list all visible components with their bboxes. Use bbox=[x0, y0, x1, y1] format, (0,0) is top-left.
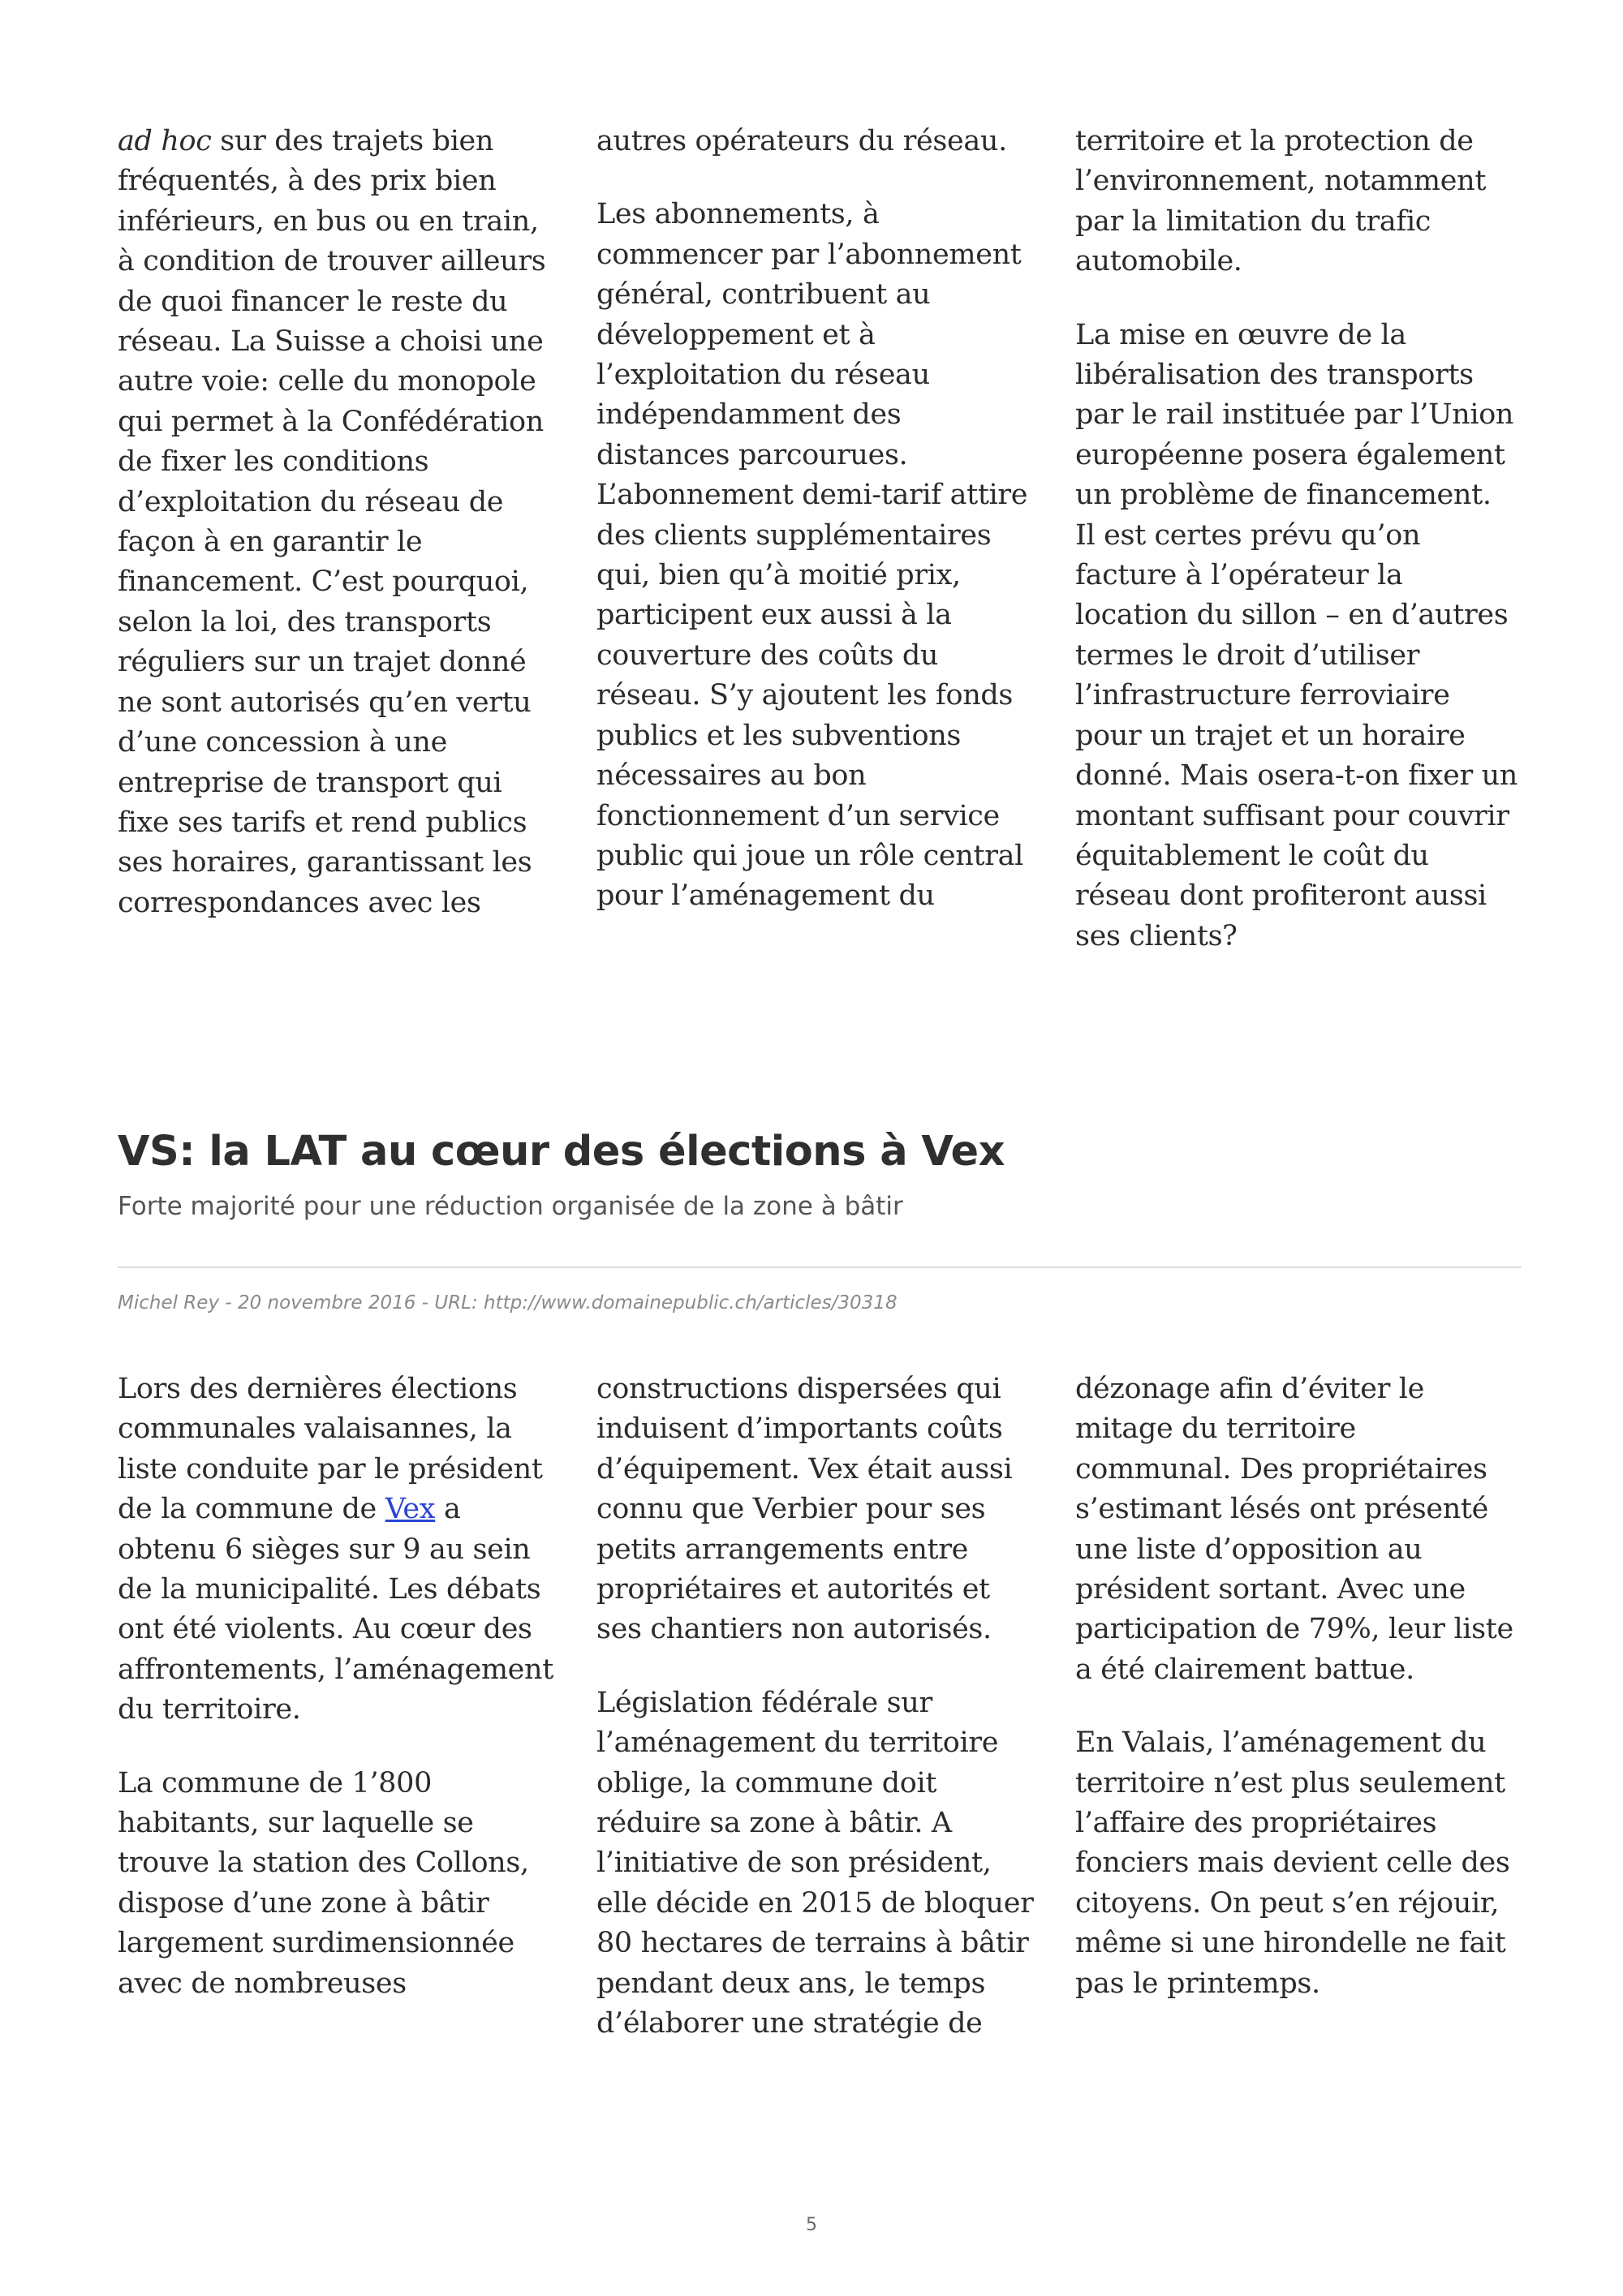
vex-link[interactable]: Vex bbox=[385, 1493, 436, 1526]
paragraph-text: sur des trajets bien fréquentés, à des prix bien inférieurs, en bus ou en train, à condition de trouver ailleurs de quoi financer le reste du réseau. La Suisse a choisi une autre voie: celle du monopole qui permet à la Confédération de fixer les conditions d’exploitation du réseau de façon à en garantir le financement. C’est pourquoi, selon la loi, des transports réguliers sur un trajet donné ne sont autorisés qu’en vertu d’une concession à une entreprise de transport qui fixe ses tarifs et rend publics ses horaires, garantissant les correspondances avec les bbox=[118, 125, 546, 919]
paragraph: Législation fédérale sur l’aménagement du territoire oblige, la commune doit réduire sa zone à bâtir. A l’initiative de son président, elle décide en 2015 de bloquer 80 hectares de terrains à bâtir pendant deux ans, le temps d’élaborer une stratégie de bbox=[596, 1686, 1034, 2040]
paragraph: autres opérateurs du réseau. bbox=[596, 125, 1007, 157]
paragraph: La commune de 1’800 habitants, sur laquelle se trouve la station des Collons, dispose d’une zone à bâtir largement surdimensionnée avec de nombreuses bbox=[118, 1766, 529, 2000]
paragraph bbox=[118, 1369, 560, 1731]
paragraph bbox=[118, 122, 560, 923]
italic-term: ad hoc bbox=[118, 125, 212, 157]
article-byline: Michel Rey - 20 novembre 2016 - URL: http://www.domainepublic.ch/articles/30318 bbox=[118, 1292, 898, 1314]
header-divider bbox=[118, 1266, 1522, 1268]
article-header bbox=[118, 1124, 1522, 1224]
paragraph: territoire et la protection de l’environnement, notamment par la limitation du trafic automobile. bbox=[1075, 125, 1487, 278]
article-column-2 bbox=[596, 1369, 1039, 2044]
paragraph-text: a obtenu 6 sièges sur 9 au sein de la municipalité. Les débats ont été violents. Au cœur des affrontements, l’aménagement du territoire. bbox=[118, 1493, 553, 1726]
page-number: 5 bbox=[806, 2215, 817, 2235]
article-body-columns bbox=[118, 1369, 1522, 2044]
paragraph: En Valais, l’aménagement du territoire n’est plus seulement l’affaire des propriétaires fonciers mais devient celle des citoyens. On peut s’en réjouir, même si une hirondelle ne fait pas le printemps. bbox=[1075, 1726, 1510, 2000]
paragraph: Les abonnements, à commencer par l’abonnement général, contribuent au développement et à l’exploitation du réseau indépendamment des distances parcourues. L’abonnement demi-tarif attire des clients supplémentaires qui, bien qu’à moitié prix, participent eux aussi à la couverture des coûts du réseau. S’y ajoutent les fonds publics et les subventions nécessaires au bon fonctionnement d’un service public qui joue un rôle central pour l’aménagement du bbox=[596, 198, 1028, 913]
previous-article-column-1 bbox=[118, 122, 560, 957]
paragraph: La mise en œuvre de la libéralisation des transports par le rail instituée par l’Union européenne posera également un problème de financement. Il est certes prévu qu’on facture à l’opérateur la location du sillon – en d’autres termes le droit d’utiliser l’infrastructure ferroviaire pour un trajet et un horaire donné. Mais osera-t-on fixer un montant suffisant pour couvrir équitablement le coût du réseau dont profiteront aussi ses clients? bbox=[1075, 318, 1518, 952]
article-title: VS: la LAT au cœur des élections à Vex bbox=[118, 1128, 1005, 1176]
article-column-1 bbox=[118, 1369, 560, 2044]
previous-article-columns bbox=[118, 122, 1522, 957]
paragraph: constructions dispersées qui induisent d’importants coûts d’équipement. Vex était aussi connu que Verbier pour ses petits arrangements entre propriétaires et autorités et ses chantiers non autorisés. bbox=[596, 1373, 1013, 1646]
previous-article-column-2 bbox=[596, 122, 1039, 957]
paragraph-text: Lors des dernières élections communales valaisannes, la liste conduite par le président de la commune de bbox=[118, 1373, 543, 1526]
article-subtitle: Forte majorité pour une réduction organisée de la zone à bâtir bbox=[118, 1192, 903, 1221]
previous-article-column-3 bbox=[1075, 122, 1518, 957]
paragraph: dézonage afin d’éviter le mitage du territoire communal. Des propriétaires s’estimant lésés ont présenté une liste d’opposition au président sortant. Avec une participation de 79%, leur liste a été clairement battue. bbox=[1075, 1373, 1513, 1686]
article-column-3 bbox=[1075, 1369, 1518, 2044]
